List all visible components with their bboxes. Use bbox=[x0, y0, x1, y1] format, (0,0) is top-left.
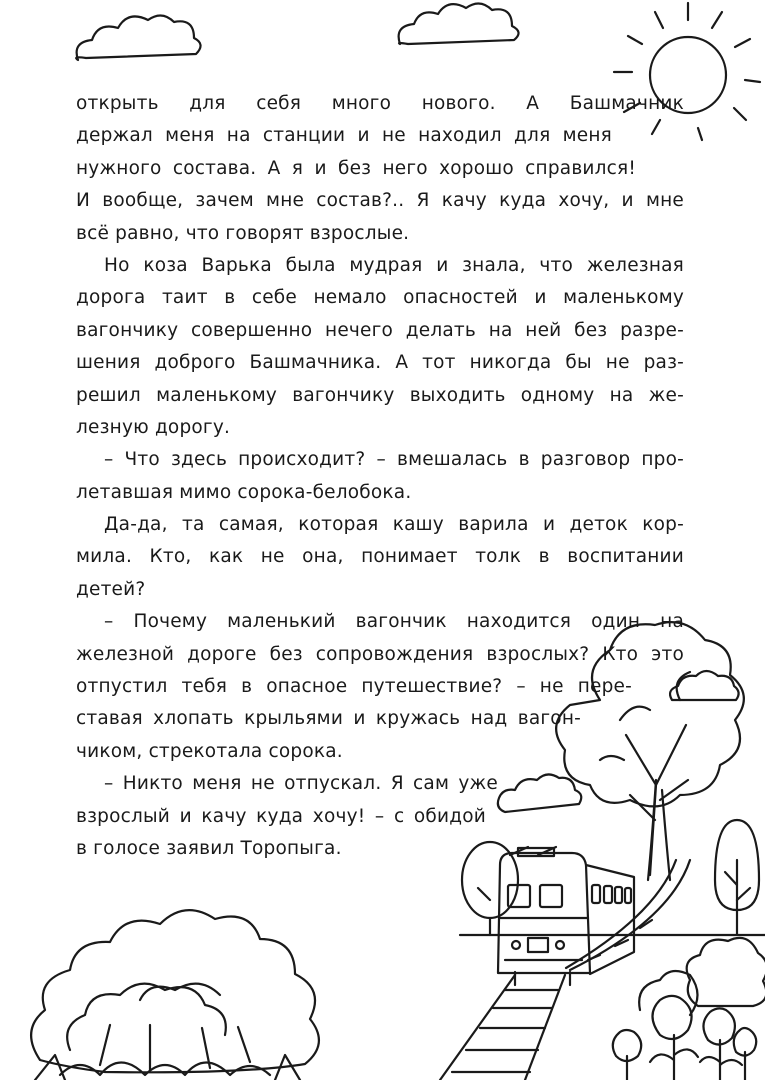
text-line: И вообще, зачем мне состав?.. Я качу куда хочу, и мне bbox=[76, 190, 684, 212]
text-line: железной дороге без сопровождения взрослых? Кто это bbox=[76, 643, 684, 665]
text-line: – Почему маленький вагончик находится один на bbox=[104, 611, 684, 633]
cloud-icon bbox=[76, 15, 200, 60]
flower-icon bbox=[613, 996, 756, 1080]
story-text bbox=[76, 88, 684, 865]
text-line: летавшая мимо сорока-белобока. bbox=[76, 481, 412, 503]
text-line: взрослый и качу куда хочу! – с обидой bbox=[76, 805, 486, 827]
text-line: дорога таит в себе немало опасностей и маленькому bbox=[76, 287, 684, 309]
railway-track-icon bbox=[440, 860, 690, 1080]
text-line: шения доброго Башмачника. А тот никогда бы не раз- bbox=[76, 352, 684, 374]
text-line: отпустил тебя в опасное путешествие? – не пере- bbox=[76, 676, 632, 698]
tree-icon bbox=[715, 820, 759, 935]
text-line: держал меня на станции и не находил для меня bbox=[76, 125, 612, 147]
text-line: открыть для себя много нового. А Башмачник bbox=[76, 93, 684, 114]
train-icon bbox=[498, 847, 634, 985]
text-line: решил маленькому вагончику выходить одному на же- bbox=[76, 384, 684, 406]
text-line: всё равно, что говорят взрослые. bbox=[76, 222, 410, 244]
text-line: лезную дорогу. bbox=[76, 416, 231, 438]
text-line: вагончику совершенно нечего делать на ней без разре- bbox=[76, 319, 684, 341]
bush-icon bbox=[31, 910, 319, 1080]
cloud-icon bbox=[399, 3, 519, 44]
text-line: нужного состава. А я и без него хорошо справился! bbox=[76, 157, 636, 179]
text-line: в голосе заявил Торопыга. bbox=[76, 837, 342, 859]
text-line: ставая хлопать крыльями и кружась над вагон- bbox=[76, 708, 581, 730]
text-line: мила. Кто, как не она, понимает толк в воспитании bbox=[76, 546, 684, 568]
text-line: – Что здесь происходит? – вмешалась в разговор про- bbox=[104, 449, 684, 471]
text-line: Но коза Варька была мудрая и знала, что железная bbox=[104, 254, 684, 276]
text-line: чиком, стрекотала сорока. bbox=[76, 740, 343, 762]
text-line: Да-да, та самая, которая кашу варила и деток кор- bbox=[104, 514, 684, 536]
text-line: – Никто меня не отпускал. Я сам уже bbox=[104, 773, 498, 795]
text-line: детей? bbox=[76, 578, 146, 600]
